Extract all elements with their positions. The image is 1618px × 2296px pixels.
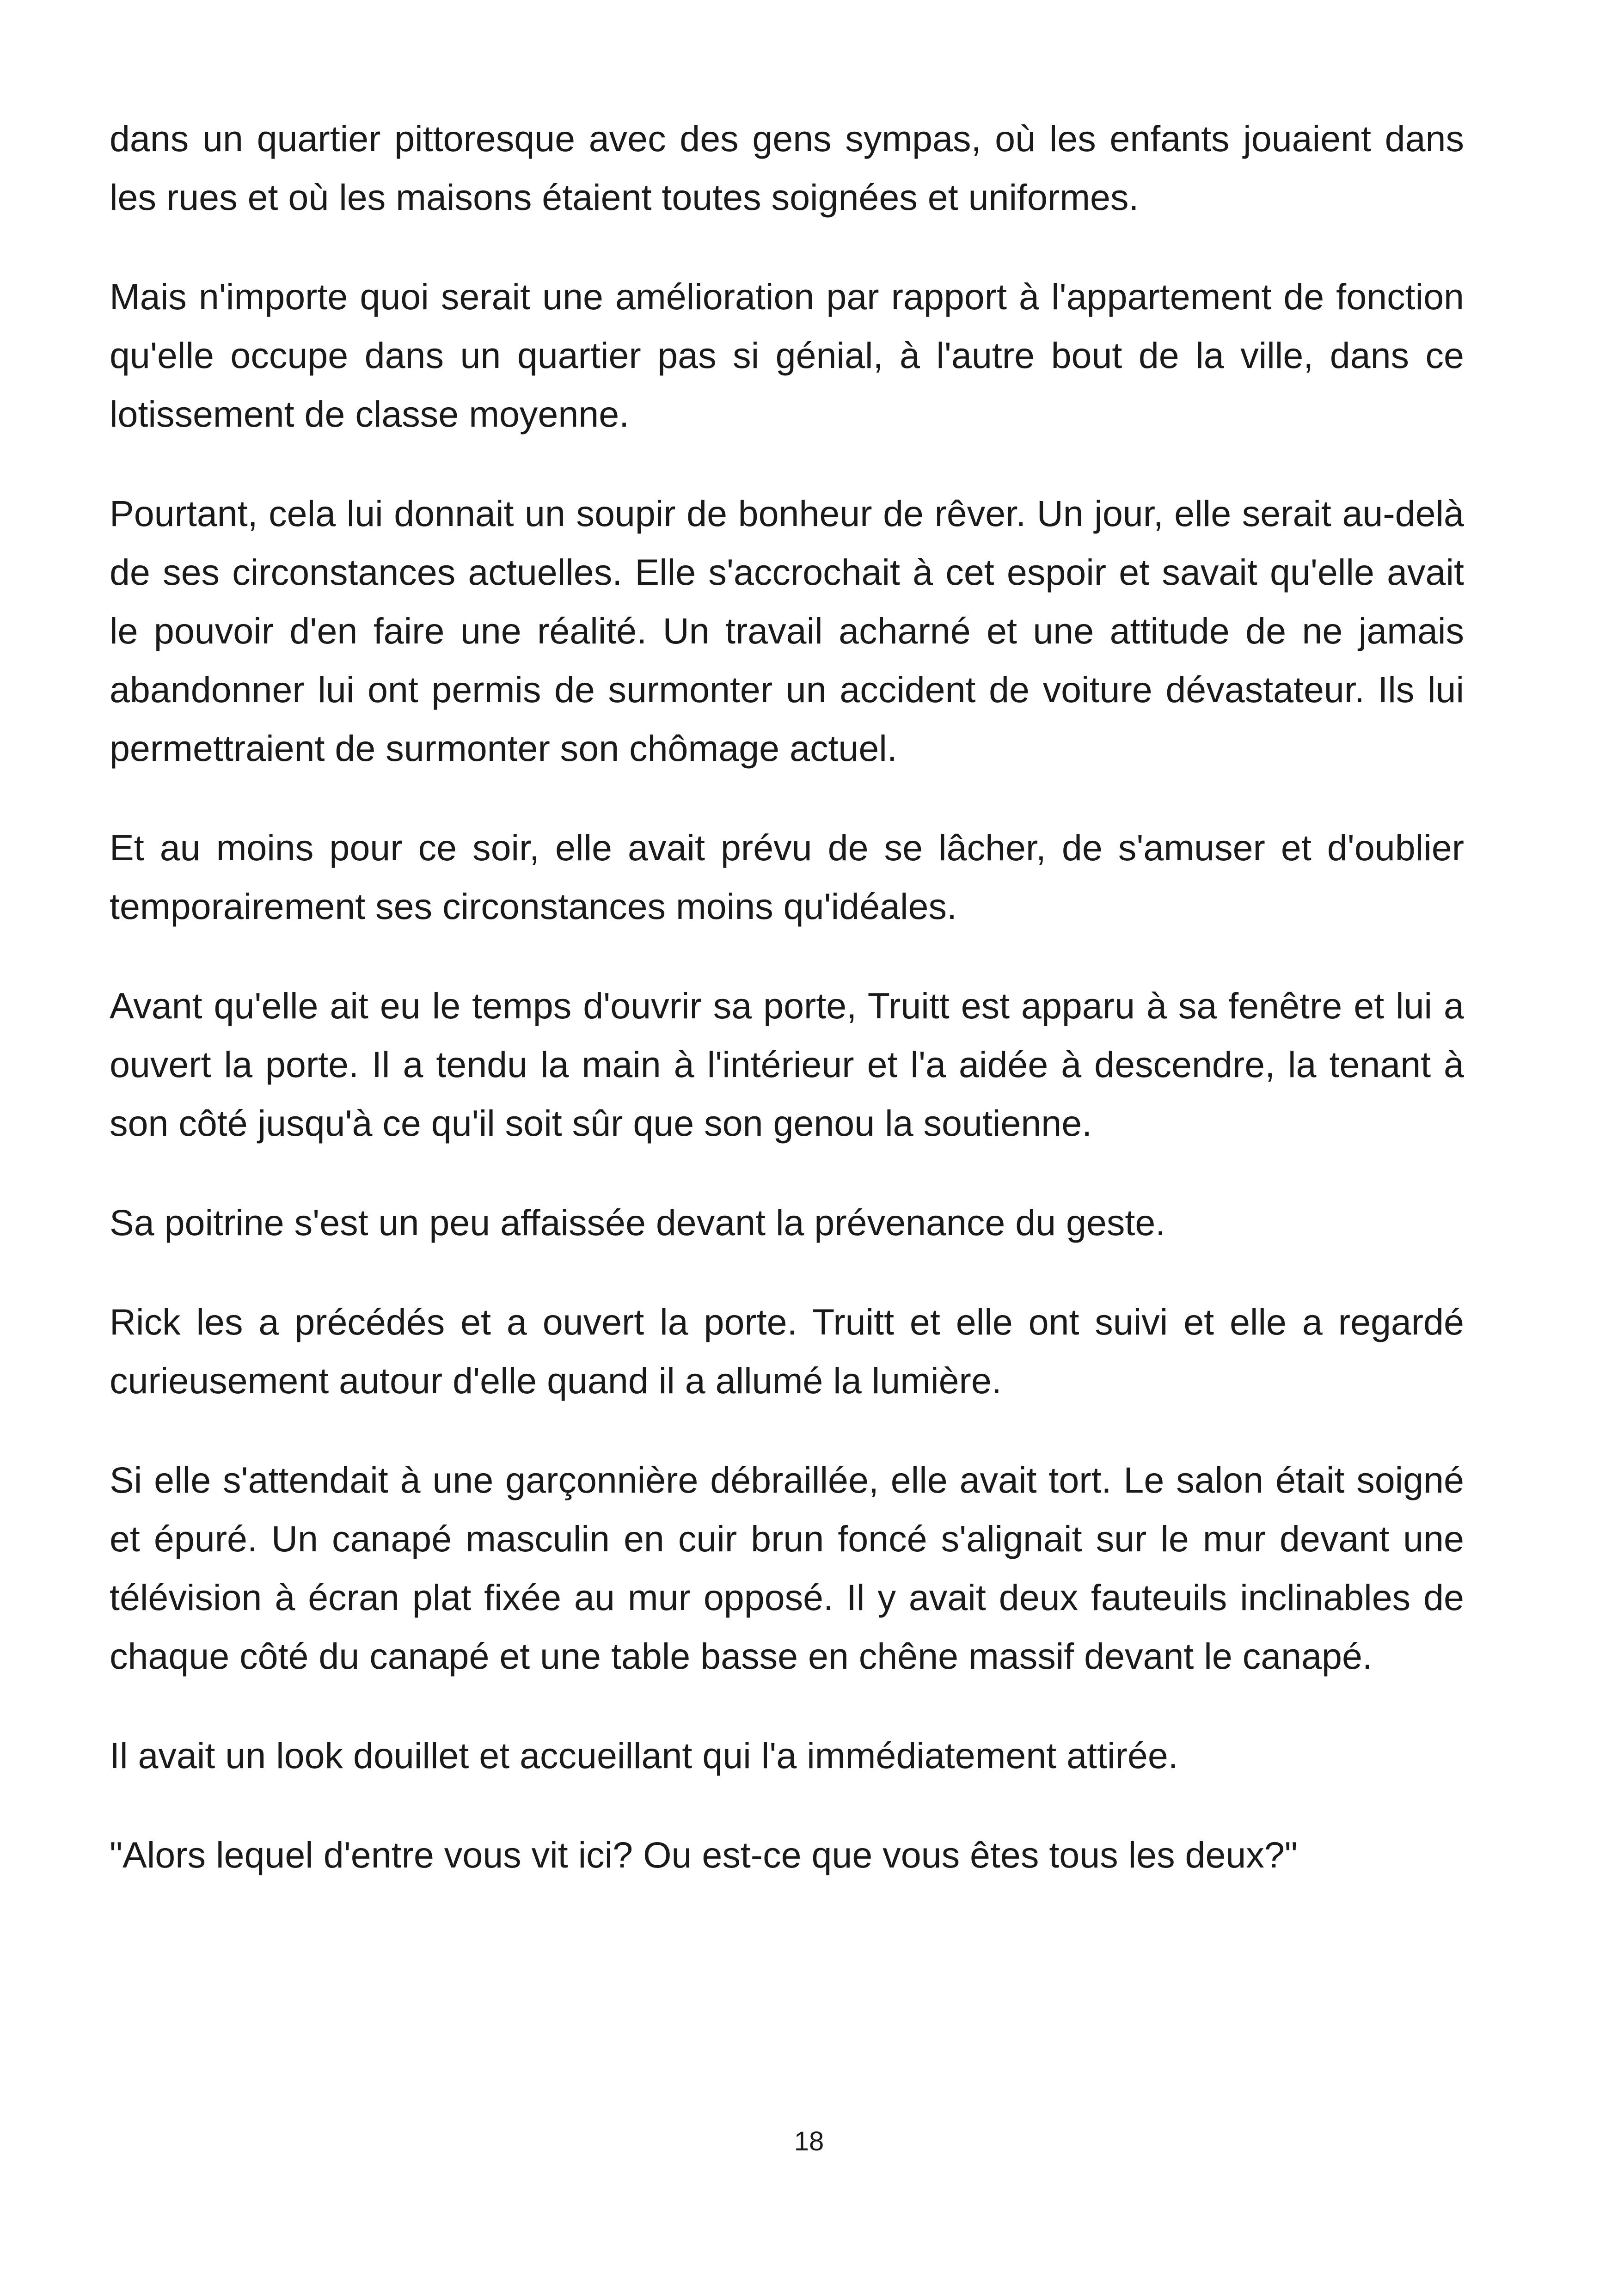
paragraph-2: Mais n'importe quoi serait une amélioration par rapport à l'appartement de fonction qu'elle occupe dans un quartier pas si génial, à l'autre bout de la ville, dans ce lotissement de classe moyenne. [110,276,1464,435]
paragraph-3: Pourtant, cela lui donnait un soupir de bonheur de rêver. Un jour, elle serait au-delà de ses circonstances actuelles. Elle s'accrochait à cet espoir et savait qu'elle avait le pouvoir d'en faire une réalité. Un travail acharné et une attitude de ne jamais abandonner lui ont permis de surmonter un accident de voiture dévastateur. Ils lui permettraient de surmonter son chômage actuel. [110,493,1464,769]
paragraph-7: Rick les a précédés et a ouvert la porte. Truitt et elle ont suivi et elle a regardé curieusement autour d'elle quand il a allumé la lumière. [110,1301,1464,1401]
page-number: 18 [794,2126,824,2156]
paragraph-1: dans un quartier pittoresque avec des gens sympas, où les enfants jouaient dans les rues et où les maisons étaient toutes soignées et uniformes. [110,118,1464,218]
paragraph-6: Sa poitrine s'est un peu affaissée devant la prévenance du geste. [110,1202,1166,1243]
paragraph-10: "Alors lequel d'entre vous vit ici? Ou est-ce que vous êtes tous les deux?" [110,1834,1298,1875]
paragraph-8: Si elle s'attendait à une garçonnière débraillée, elle avait tort. Le salon était soigné et épuré. Un canapé masculin en cuir brun foncé s'alignait sur le mur devant une télévision à écran plat fixée au mur opposé. Il y avait deux fauteuils inclinables de chaque côté du canapé et une table basse en chêne massif devant le canapé. [110,1459,1464,1677]
paragraph-4: Et au moins pour ce soir, elle avait prévu de se lâcher, de s'amuser et d'oublier temporairement ses circonstances moins qu'idéales. [110,827,1464,927]
paragraph-5: Avant qu'elle ait eu le temps d'ouvrir sa porte, Truitt est apparu à sa fenêtre et lui a ouvert la porte. Il a tendu la main à l'intérieur et l'a aidée à descendre, la tenant à son côté jusqu'à ce qu'il soit sûr que son genou la soutienne. [110,985,1464,1144]
body-text [110,109,1464,1925]
paragraph-9: Il avait un look douillet et accueillant qui l'a immédiatement attirée. [110,1735,1178,1776]
